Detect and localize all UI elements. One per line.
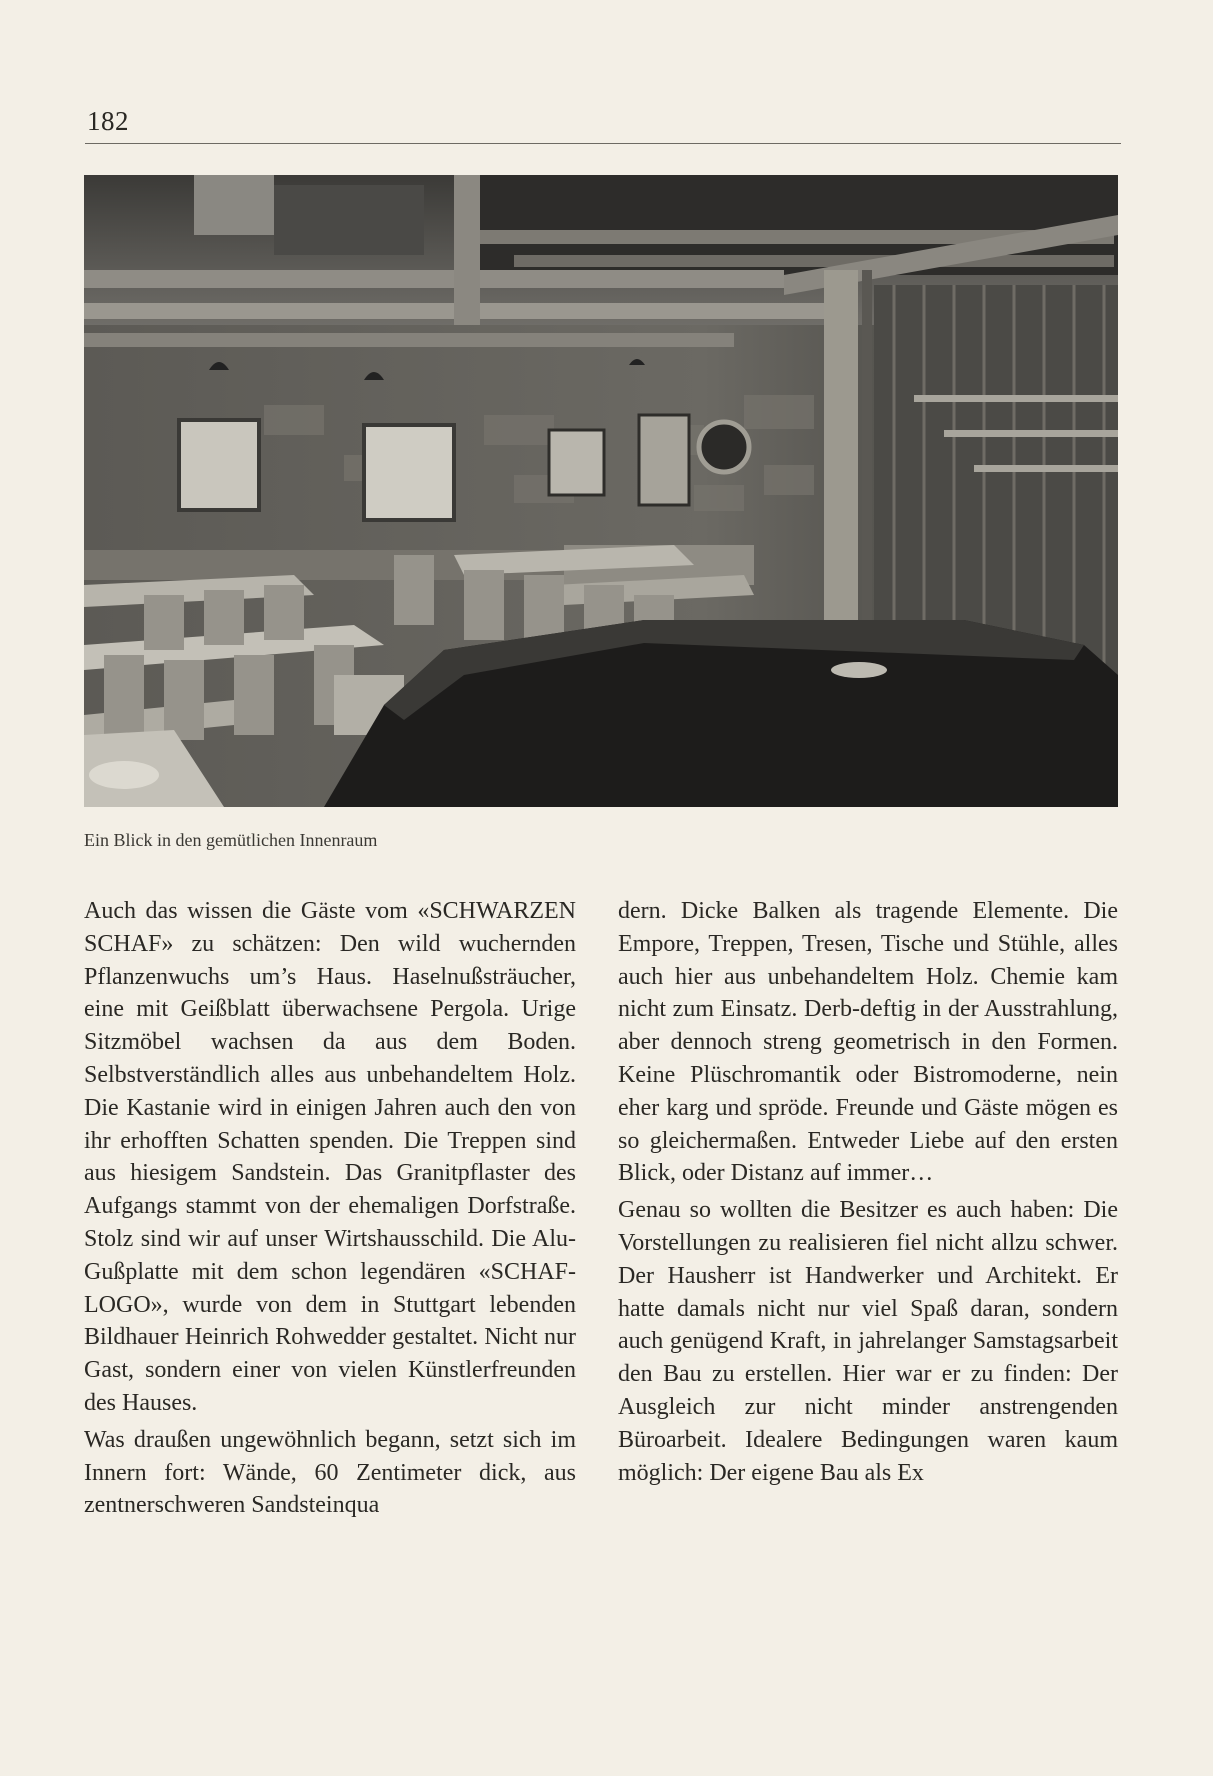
paragraph: Auch das wissen die Gäste vom «SCHWARZEN SCHAF» zu schätzen: Den wild wuchernden Pflanzenwuchs um’s Haus. Haselnußsträucher, eine mit Geißblatt überwachsene Pergola. Urige Sitzmöbel wachsen da aus dem Boden. Selbstverständlich alles aus unbehandeltem Holz. Die Kastanie wird in einigen Jahren auch den von ihr erhofften Schatten spenden. Die Treppen sind aus hiesigem Sandstein. Das Granitpflaster des Aufgangs stammt von der ehemaligen Dorfstraße. Stolz sind wir auf unser Wirtshausschild. Die Alu-Gußplatte mit dem schon legendären «SCHAF-LOGO», wurde von dem in Stuttgart lebenden Bildhauer Heinrich Rohwedder gestaltet. Nicht nur Gast, sondern einer von vielen Künstlerfreunden des Hauses.: [84, 898, 576, 1416]
paragraph: dern. Dicke Balken als tragende Elemente. Die Empore, Treppen, Tresen, Tische und Stühle, alles auch hier aus unbehandeltem Holz. Chemie kam nicht zum Einsatz. Derb-deftig in der Ausstrahlung, aber dennoch streng geometrisch in den Formen. Keine Plüschromantik oder Bistromoderne, nein eher karg und spröde. Freunde und Gäste mögen es so gleichermaßen. Entweder Liebe auf den ersten Blick, oder Distanz auf immer…: [618, 898, 1118, 1187]
figure-caption: Ein Blick in den gemütlichen Innenraum: [84, 830, 378, 850]
paragraph: Genau so wollten die Besitzer es auch haben: Die Vorstellungen zu realisieren fiel nicht allzu schwer. Der Hausherr ist Handwerker und Architekt. Er hatte damals nicht nur viel Spaß daran, sondern auch genügend Kraft, in jahrelanger Samstagsarbeit den Bau zu erstellen. Hier war er zu finden: Der Ausgleich zur nicht minder anstrengenden Büroarbeit. Idealere Bedingungen waren kaum möglich: Der eigene Bau als Ex: [618, 1197, 1118, 1486]
header-rule: [85, 143, 1121, 144]
page-number: 182: [87, 106, 129, 136]
left-text-column: [84, 895, 576, 1522]
interior-photo: [84, 175, 1118, 807]
right-text-column: [618, 895, 1118, 1489]
interior-photo-drawing: [84, 175, 1118, 807]
paragraph: Was draußen ungewöhnlich begann, setzt sich im Innern fort: Wände, 60 Zentimeter dick, aus zentnerschweren Sandsteinqua: [84, 1426, 576, 1519]
